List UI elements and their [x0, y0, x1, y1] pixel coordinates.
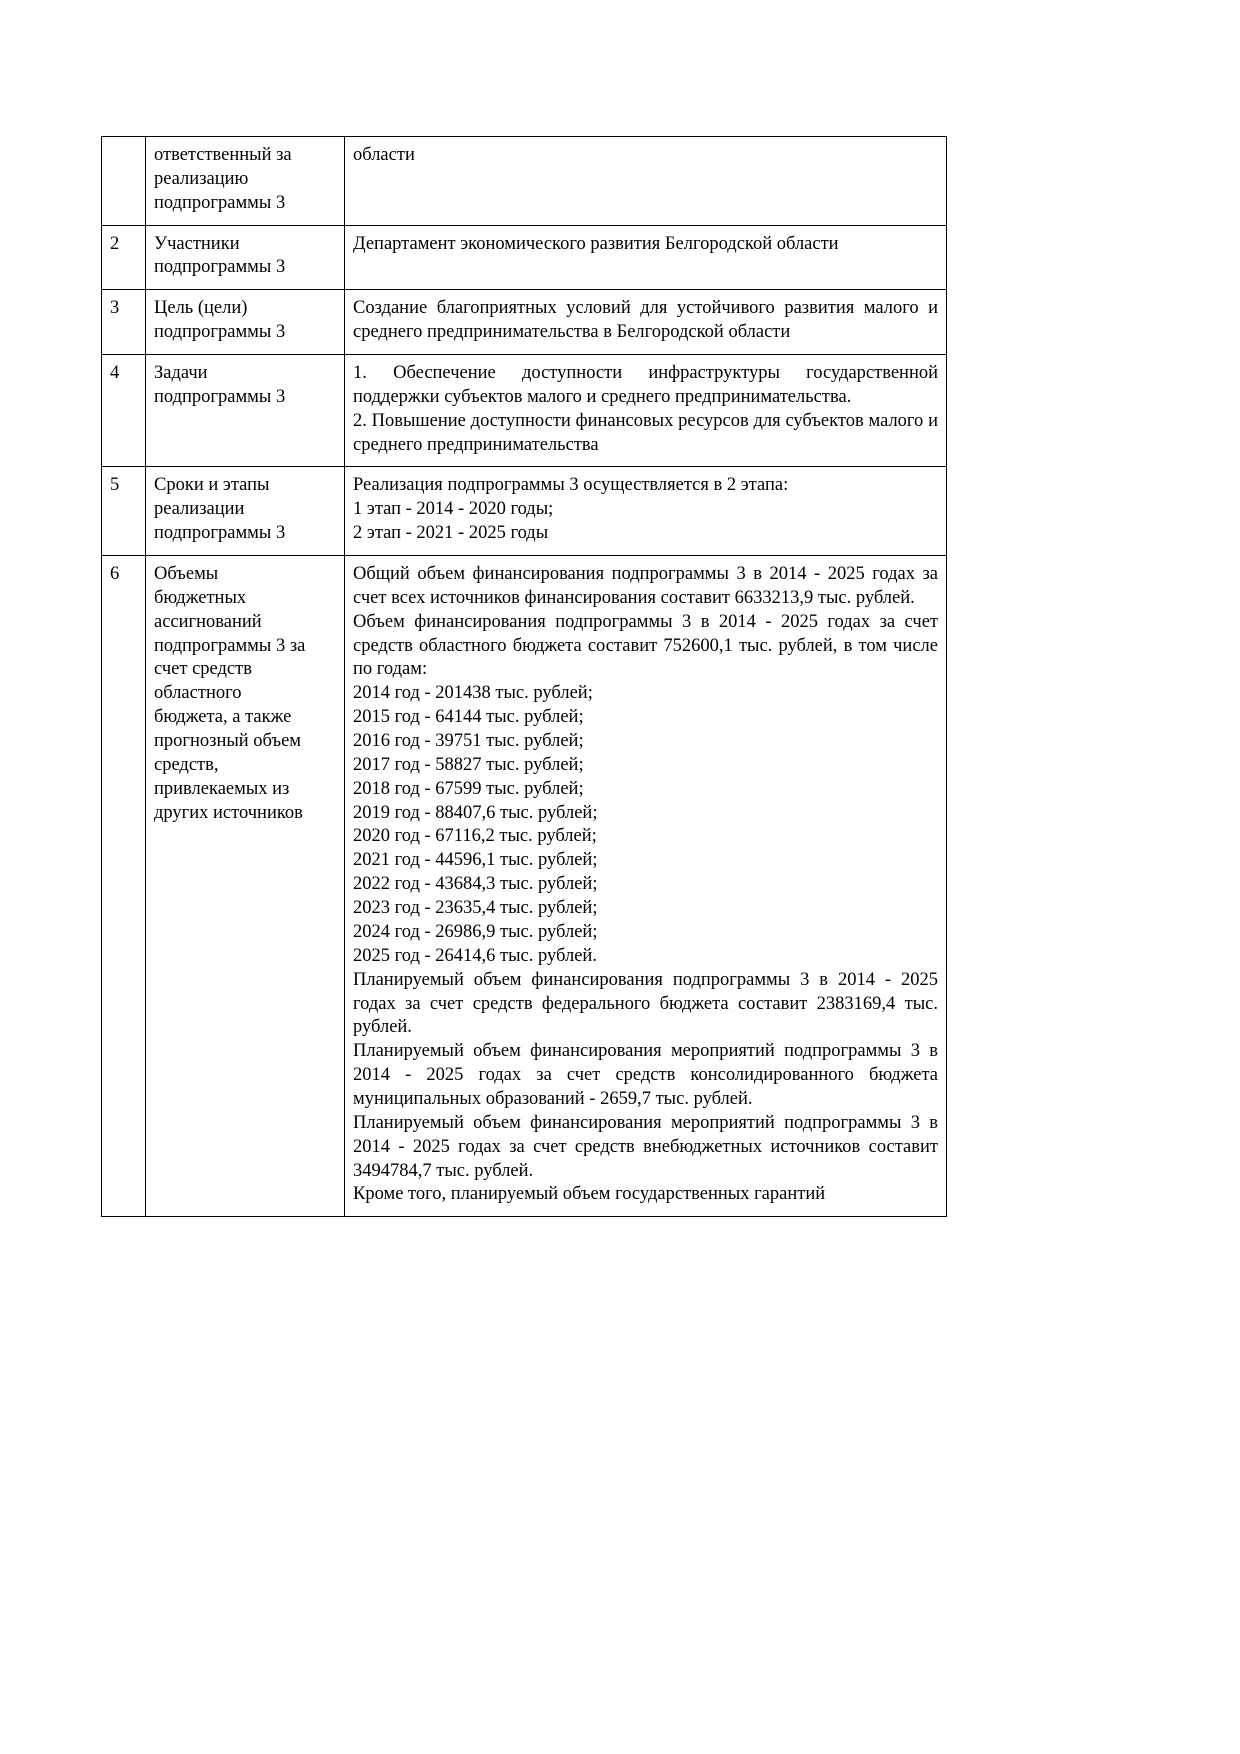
- label-line: Цель (цели): [154, 298, 248, 319]
- label-line: Сроки и этапы: [154, 475, 270, 496]
- content-paragraph: 2. Повышение доступности финансовых ресурсов для субъектов малого и среднего предпринимательства: [353, 410, 938, 455]
- label-line: Объемы: [154, 564, 219, 585]
- table-row: [102, 556, 947, 1217]
- label-line: подпрограммы 3: [154, 386, 286, 407]
- label-line: Задачи: [154, 363, 208, 384]
- label-line: подпрограммы 3: [154, 192, 286, 213]
- label-line: средств,: [154, 754, 219, 775]
- label-line: прогнозный объем: [154, 731, 301, 752]
- row-label-cell: [146, 355, 345, 467]
- content-paragraph: Планируемый объем финансирования мероприятий подпрограммы 3 в 2014 - 2025 годах за счет средств консолидированного бюджета муниципальных образований - 2659,7 тыс. рублей.: [353, 1041, 938, 1109]
- label-line: ответственный за: [154, 145, 292, 165]
- label-line: привлекаемых из: [154, 778, 290, 799]
- label-line: счет средств: [154, 659, 252, 680]
- row-label-cell: [146, 137, 345, 226]
- table-row: [102, 467, 947, 556]
- label-line: подпрограммы 3: [154, 523, 286, 544]
- label-line: подпрограммы 3: [154, 257, 286, 278]
- row-content-cell: [345, 290, 947, 355]
- label-line: бюджета, а также: [154, 707, 292, 728]
- row-label-cell: [146, 290, 345, 355]
- table-row: [102, 137, 947, 226]
- row-number-cell: 3: [102, 290, 146, 355]
- content-paragraph: Создание благоприятных условий для устойчивого развития малого и среднего предпринимательства в Белгородской области: [353, 298, 938, 343]
- content-paragraph: Департамент экономического развития Белгородской области: [353, 233, 839, 254]
- row-number-cell: 2: [102, 225, 146, 290]
- label-line: областного: [154, 683, 242, 704]
- table-row: [102, 290, 947, 355]
- label-line: ассигнований: [154, 611, 262, 632]
- content-paragraph: 2019 год - 88407,6 тыс. рублей;: [353, 802, 598, 823]
- content-paragraph: Планируемый объем финансирования подпрограммы 3 в 2014 - 2025 годах за счет средств федерального бюджета составит 2383169,4 тыс. рублей.: [353, 969, 938, 1038]
- content-paragraph: 2021 год - 44596,1 тыс. рублей;: [353, 850, 598, 871]
- row-number-cell: 4: [102, 355, 146, 467]
- content-paragraph: 2022 год - 43684,3 тыс. рублей;: [353, 874, 598, 895]
- row-content-cell: [345, 225, 947, 290]
- content-paragraph: Общий объем финансирования подпрограммы 3 в 2014 - 2025 годах за счет всех источников финансирования составит 6633213,9 тыс. рублей.: [353, 564, 938, 608]
- row-number-cell: [102, 137, 146, 226]
- row-content-cell: [345, 467, 947, 556]
- content-paragraph: 2 этап - 2021 - 2025 годы: [353, 523, 549, 544]
- row-label-cell: [146, 225, 345, 290]
- row-content-cell: [345, 556, 947, 1217]
- content-paragraph: 2025 год - 26414,6 тыс. рублей.: [353, 945, 597, 966]
- content-paragraph: 2024 год - 26986,9 тыс. рублей;: [353, 921, 598, 942]
- content-paragraph: 2017 год - 58827 тыс. рублей;: [353, 754, 584, 775]
- content-paragraph: 2020 год - 67116,2 тыс. рублей;: [353, 826, 597, 847]
- content-paragraph: 1. Обеспечение доступности инфраструктуры государственной поддержки субъектов малого и среднего предпринимательства.: [353, 363, 938, 407]
- content-paragraph: Объем финансирования подпрограммы 3 в 2014 - 2025 годах за счет средств областного бюджета составит 752600,1 тыс. рублей, в том числе по годам:: [353, 611, 938, 680]
- row-content-cell: [345, 355, 947, 467]
- table-row: [102, 355, 947, 467]
- content-paragraph: Планируемый объем финансирования мероприятий подпрограммы 3 в 2014 - 2025 годах за счет средств внебюджетных источников составит 3494784,7 тыс. рублей.: [353, 1112, 938, 1181]
- content-paragraph: 2018 год - 67599 тыс. рублей;: [353, 778, 584, 799]
- content-paragraph: 2014 год - 201438 тыс. рублей;: [353, 683, 593, 704]
- content-paragraph: 1 этап - 2014 - 2020 годы;: [353, 499, 554, 520]
- row-label-cell: [146, 556, 345, 1217]
- content-paragraph: 2015 год - 64144 тыс. рублей;: [353, 707, 584, 728]
- label-line: Участники: [154, 233, 240, 254]
- label-line: подпрограммы 3: [154, 322, 286, 343]
- row-label-cell: [146, 467, 345, 556]
- row-number-cell: 6: [102, 556, 146, 1217]
- content-paragraph: Реализация подпрограммы 3 осуществляется в 2 этапа:: [353, 475, 789, 496]
- content-paragraph: области: [353, 145, 415, 165]
- content-paragraph: 2016 год - 39751 тыс. рублей;: [353, 731, 584, 752]
- row-content-cell: [345, 137, 947, 226]
- content-paragraph: 2023 год - 23635,4 тыс. рублей;: [353, 898, 598, 919]
- passport-table: [101, 136, 947, 1217]
- content-paragraph: Кроме того, планируемый объем государственных гарантий: [353, 1184, 826, 1205]
- passport-table-container: [101, 136, 946, 1217]
- label-line: реализацию: [154, 168, 249, 189]
- label-line: бюджетных: [154, 587, 247, 608]
- label-line: реализации: [154, 499, 245, 520]
- table-row: [102, 225, 947, 290]
- label-line: других источников: [154, 802, 303, 823]
- label-line: подпрограммы 3 за: [154, 635, 306, 656]
- row-number-cell: 5: [102, 467, 146, 556]
- passport-table-body: [102, 137, 947, 1217]
